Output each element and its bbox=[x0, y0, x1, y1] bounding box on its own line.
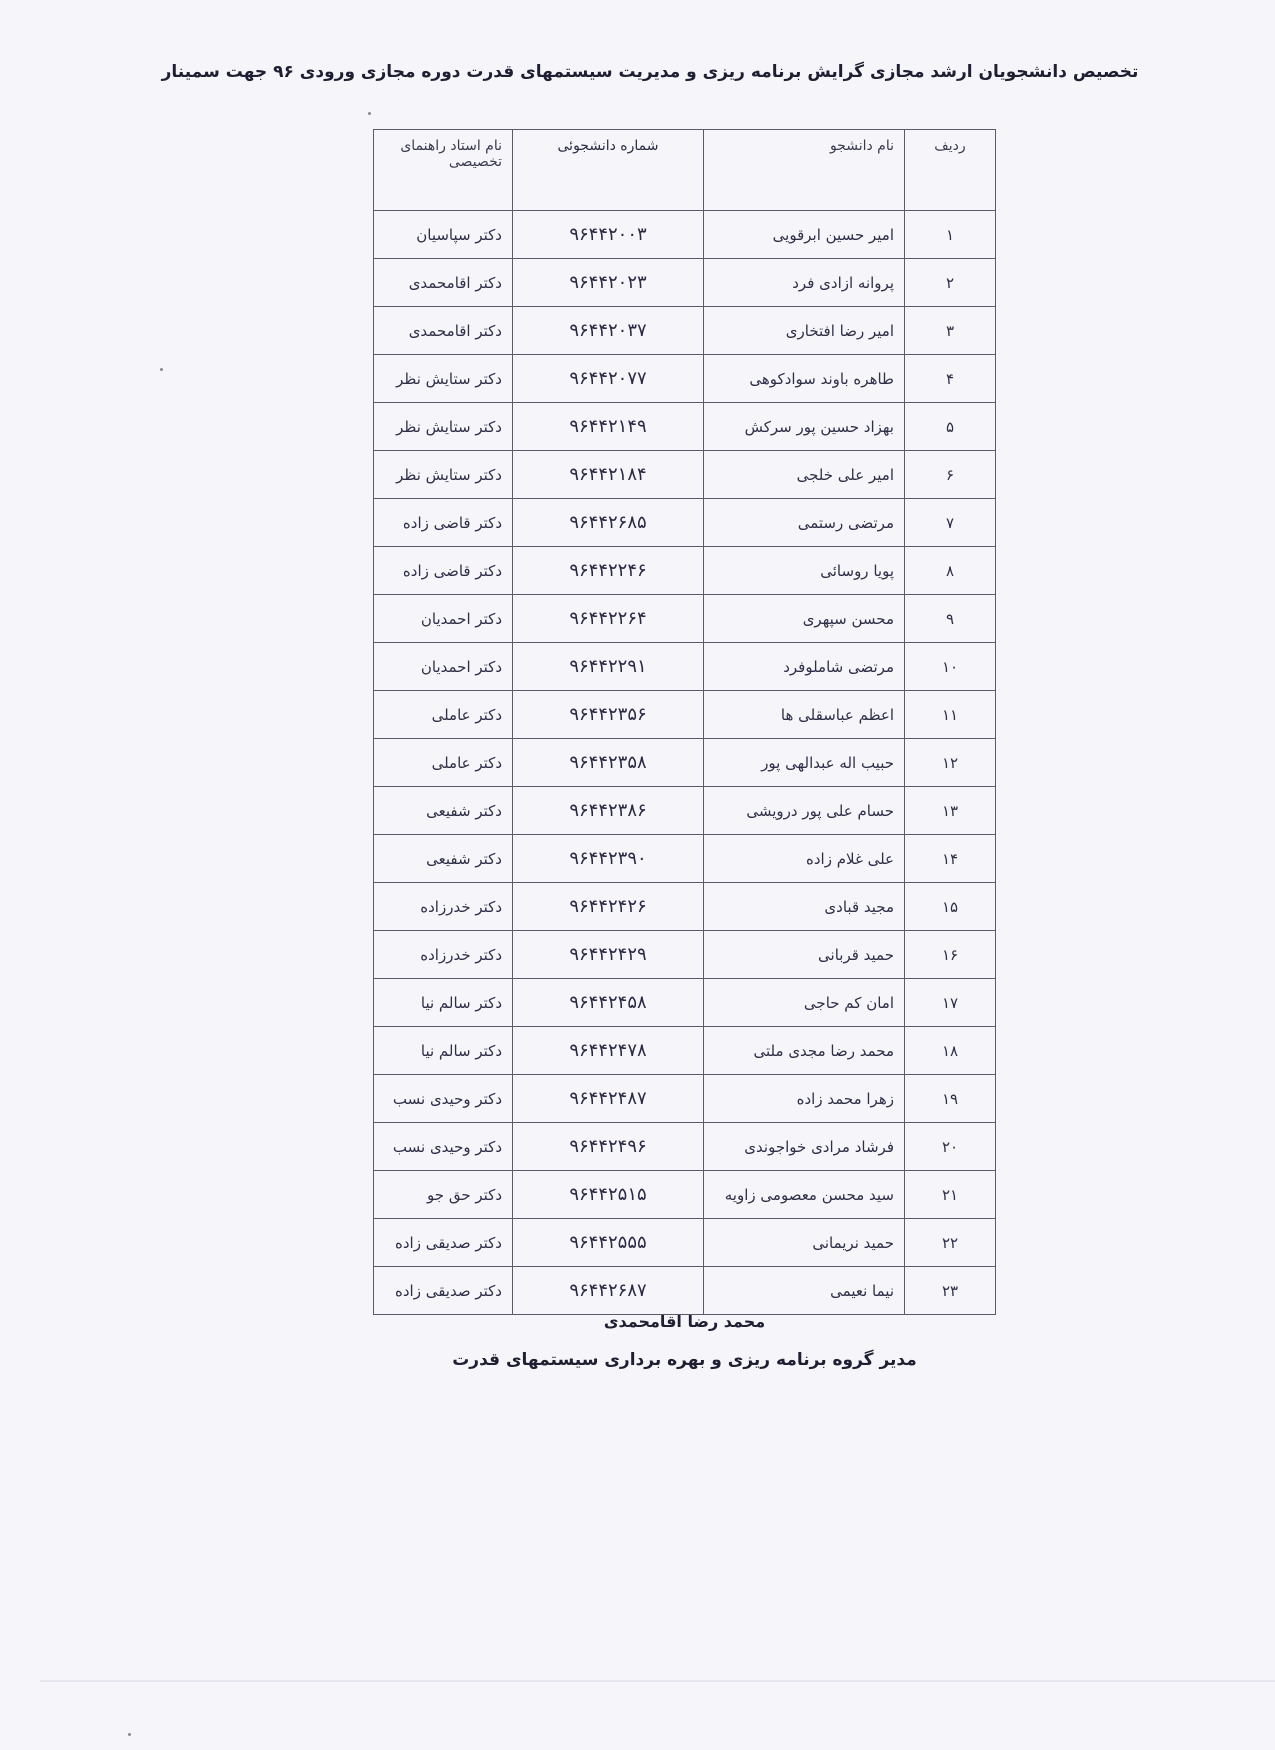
advisor-cell: دکتر اقامحمدی bbox=[374, 307, 513, 355]
advisor-cell: دکتر عاملی bbox=[374, 739, 513, 787]
student-name-cell: علی غلام زاده bbox=[704, 835, 905, 883]
scan-speck bbox=[368, 112, 371, 115]
table-row bbox=[374, 787, 996, 835]
header-advisor: نام استاد راهنمای تخصیصی bbox=[374, 130, 513, 211]
row-number-cell: ۲۰ bbox=[905, 1123, 996, 1171]
advisor-cell: دکتر قاضی زاده bbox=[374, 499, 513, 547]
student-id-cell: ۹۶۴۴۲۴۲۶ bbox=[513, 883, 704, 931]
signatory-role: مدیر گروه برنامه ریزی و بهره برداری سیستمهای قدرت bbox=[452, 1350, 917, 1370]
row-number-cell: ۱۳ bbox=[905, 787, 996, 835]
scan-edge-line bbox=[40, 1680, 1275, 1682]
table-row bbox=[374, 1171, 996, 1219]
student-name-cell: امیر حسین ابرقویی bbox=[704, 211, 905, 259]
table-row bbox=[374, 1027, 996, 1075]
student-name-cell: مجید قبادی bbox=[704, 883, 905, 931]
table-row bbox=[374, 883, 996, 931]
student-id-cell: ۹۶۴۴۲۴۹۶ bbox=[513, 1123, 704, 1171]
header-row-number: ردیف bbox=[905, 130, 996, 211]
advisor-cell: دکتر صدیقی زاده bbox=[374, 1219, 513, 1267]
student-id-cell: ۹۶۴۴۲۶۸۵ bbox=[513, 499, 704, 547]
student-id-cell: ۹۶۴۴۲۱۴۹ bbox=[513, 403, 704, 451]
row-number-cell: ۸ bbox=[905, 547, 996, 595]
advisor-cell: دکتر خدرزاده bbox=[374, 931, 513, 979]
row-number-cell: ۱۲ bbox=[905, 739, 996, 787]
student-id-cell: ۹۶۴۴۲۳۸۶ bbox=[513, 787, 704, 835]
student-id-cell: ۹۶۴۴۲۶۸۷ bbox=[513, 1267, 704, 1315]
student-name-cell: مرتضی رستمی bbox=[704, 499, 905, 547]
header-student-id: شماره دانشجوئی bbox=[513, 130, 704, 211]
advisor-cell: دکتر حق جو bbox=[374, 1171, 513, 1219]
student-id-cell: ۹۶۴۴۲۲۶۴ bbox=[513, 595, 704, 643]
row-number-cell: ۱۱ bbox=[905, 691, 996, 739]
student-id-cell: ۹۶۴۴۲۴۷۸ bbox=[513, 1027, 704, 1075]
row-number-cell: ۴ bbox=[905, 355, 996, 403]
table-row bbox=[374, 259, 996, 307]
student-name-cell: پویا روسائی bbox=[704, 547, 905, 595]
student-name-cell: امیر علی خلجی bbox=[704, 451, 905, 499]
table-row bbox=[374, 595, 996, 643]
student-id-cell: ۹۶۴۴۲۴۲۹ bbox=[513, 931, 704, 979]
row-number-cell: ۱۰ bbox=[905, 643, 996, 691]
student-name-cell: زهرا محمد زاده bbox=[704, 1075, 905, 1123]
table-row bbox=[374, 211, 996, 259]
table-row bbox=[374, 1219, 996, 1267]
student-id-cell: ۹۶۴۴۲۳۹۰ bbox=[513, 835, 704, 883]
advisor-cell: دکتر سپاسیان bbox=[374, 211, 513, 259]
advisor-cell: دکتر عاملی bbox=[374, 691, 513, 739]
table-row bbox=[374, 1123, 996, 1171]
student-id-cell: ۹۶۴۴۲۳۵۸ bbox=[513, 739, 704, 787]
student-id-cell: ۹۶۴۴۲۴۸۷ bbox=[513, 1075, 704, 1123]
table-row bbox=[374, 979, 996, 1027]
advisor-cell: دکتر احمدیان bbox=[374, 643, 513, 691]
table-row bbox=[374, 451, 996, 499]
advisor-cell: دکتر صدیقی زاده bbox=[374, 1267, 513, 1315]
student-name-cell: حبیب اله عبدالهی پور bbox=[704, 739, 905, 787]
table-row bbox=[374, 547, 996, 595]
advisor-cell: دکتر ستایش نظر bbox=[374, 403, 513, 451]
table-row bbox=[374, 643, 996, 691]
student-id-cell: ۹۶۴۴۲۵۱۵ bbox=[513, 1171, 704, 1219]
header-student-name: نام دانشجو bbox=[704, 130, 905, 211]
scan-speck bbox=[128, 1733, 131, 1736]
table-row bbox=[374, 835, 996, 883]
row-number-cell: ۱۴ bbox=[905, 835, 996, 883]
row-number-cell: ۱۶ bbox=[905, 931, 996, 979]
student-id-cell: ۹۶۴۴۲۲۹۱ bbox=[513, 643, 704, 691]
row-number-cell: ۱۸ bbox=[905, 1027, 996, 1075]
advisor-cell: دکتر وحیدی نسب bbox=[374, 1075, 513, 1123]
student-id-cell: ۹۶۴۴۲۰۷۷ bbox=[513, 355, 704, 403]
advisor-cell: دکتر سالم نیا bbox=[374, 1027, 513, 1075]
table-row bbox=[374, 931, 996, 979]
advisor-cell: دکتر قاضی زاده bbox=[374, 547, 513, 595]
student-id-cell: ۹۶۴۴۲۰۰۳ bbox=[513, 211, 704, 259]
signatory-name: محمد رضا اقامحمدی bbox=[603, 1312, 766, 1331]
advisor-cell: دکتر شفیعی bbox=[374, 835, 513, 883]
student-name-cell: محسن سپهری bbox=[704, 595, 905, 643]
row-number-cell: ۲۳ bbox=[905, 1267, 996, 1315]
advisor-cell: دکتر شفیعی bbox=[374, 787, 513, 835]
student-name-cell: طاهره باوند سوادکوهی bbox=[704, 355, 905, 403]
advisor-cell: دکتر وحیدی نسب bbox=[374, 1123, 513, 1171]
row-number-cell: ۷ bbox=[905, 499, 996, 547]
student-name-cell: بهزاد حسین پور سرکش bbox=[704, 403, 905, 451]
student-name-cell: حمید نریمانی bbox=[704, 1219, 905, 1267]
table-row bbox=[374, 1075, 996, 1123]
row-number-cell: ۹ bbox=[905, 595, 996, 643]
table-row bbox=[374, 403, 996, 451]
table-row bbox=[374, 355, 996, 403]
student-name-cell: اعظم عباسقلی ها bbox=[704, 691, 905, 739]
advisor-cell: دکتر ستایش نظر bbox=[374, 355, 513, 403]
row-number-cell: ۶ bbox=[905, 451, 996, 499]
scan-speck bbox=[160, 368, 163, 371]
row-number-cell: ۲۱ bbox=[905, 1171, 996, 1219]
student-name-cell: امیر رضا افتخاری bbox=[704, 307, 905, 355]
row-number-cell: ۱۵ bbox=[905, 883, 996, 931]
table-row bbox=[374, 1267, 996, 1315]
student-name-cell: حسام علی پور درویشی bbox=[704, 787, 905, 835]
row-number-cell: ۲۲ bbox=[905, 1219, 996, 1267]
advisor-cell: دکتر خدرزاده bbox=[374, 883, 513, 931]
advisor-cell: دکتر ستایش نظر bbox=[374, 451, 513, 499]
student-name-cell: مرتضی شاملوفرد bbox=[704, 643, 905, 691]
advisor-cell: دکتر اقامحمدی bbox=[374, 259, 513, 307]
row-number-cell: ۱ bbox=[905, 211, 996, 259]
document-title: تخصیص دانشجویان ارشد مجازی گرایش برنامه ریزی و مدیریت سیستمهای قدرت دوره مجازی ورودی ۹۶ جهت سمینار bbox=[161, 62, 1139, 82]
student-id-cell: ۹۶۴۴۲۰۳۷ bbox=[513, 307, 704, 355]
student-name-cell: فرشاد مرادی خواجوندی bbox=[704, 1123, 905, 1171]
student-name-cell: سید محسن معصومی زاویه bbox=[704, 1171, 905, 1219]
student-id-cell: ۹۶۴۴۲۱۸۴ bbox=[513, 451, 704, 499]
row-number-cell: ۱۹ bbox=[905, 1075, 996, 1123]
row-number-cell: ۵ bbox=[905, 403, 996, 451]
table-header-row bbox=[374, 130, 996, 211]
table-row bbox=[374, 739, 996, 787]
student-id-cell: ۹۶۴۴۲۵۵۵ bbox=[513, 1219, 704, 1267]
advisor-cell: دکتر سالم نیا bbox=[374, 979, 513, 1027]
student-allocation-table bbox=[373, 129, 996, 1315]
table-row bbox=[374, 499, 996, 547]
student-id-cell: ۹۶۴۴۲۲۴۶ bbox=[513, 547, 704, 595]
advisor-cell: دکتر احمدیان bbox=[374, 595, 513, 643]
table-body bbox=[374, 211, 996, 1315]
row-number-cell: ۲ bbox=[905, 259, 996, 307]
student-name-cell: نیما نعیمی bbox=[704, 1267, 905, 1315]
table-row bbox=[374, 307, 996, 355]
table-row bbox=[374, 691, 996, 739]
student-name-cell: حمید قربانی bbox=[704, 931, 905, 979]
student-id-cell: ۹۶۴۴۲۰۲۳ bbox=[513, 259, 704, 307]
student-name-cell: محمد رضا مجدی ملتی bbox=[704, 1027, 905, 1075]
row-number-cell: ۳ bbox=[905, 307, 996, 355]
student-name-cell: امان کم حاجی bbox=[704, 979, 905, 1027]
row-number-cell: ۱۷ bbox=[905, 979, 996, 1027]
student-id-cell: ۹۶۴۴۲۳۵۶ bbox=[513, 691, 704, 739]
student-name-cell: پروانه ازادی فرد bbox=[704, 259, 905, 307]
student-id-cell: ۹۶۴۴۲۴۵۸ bbox=[513, 979, 704, 1027]
